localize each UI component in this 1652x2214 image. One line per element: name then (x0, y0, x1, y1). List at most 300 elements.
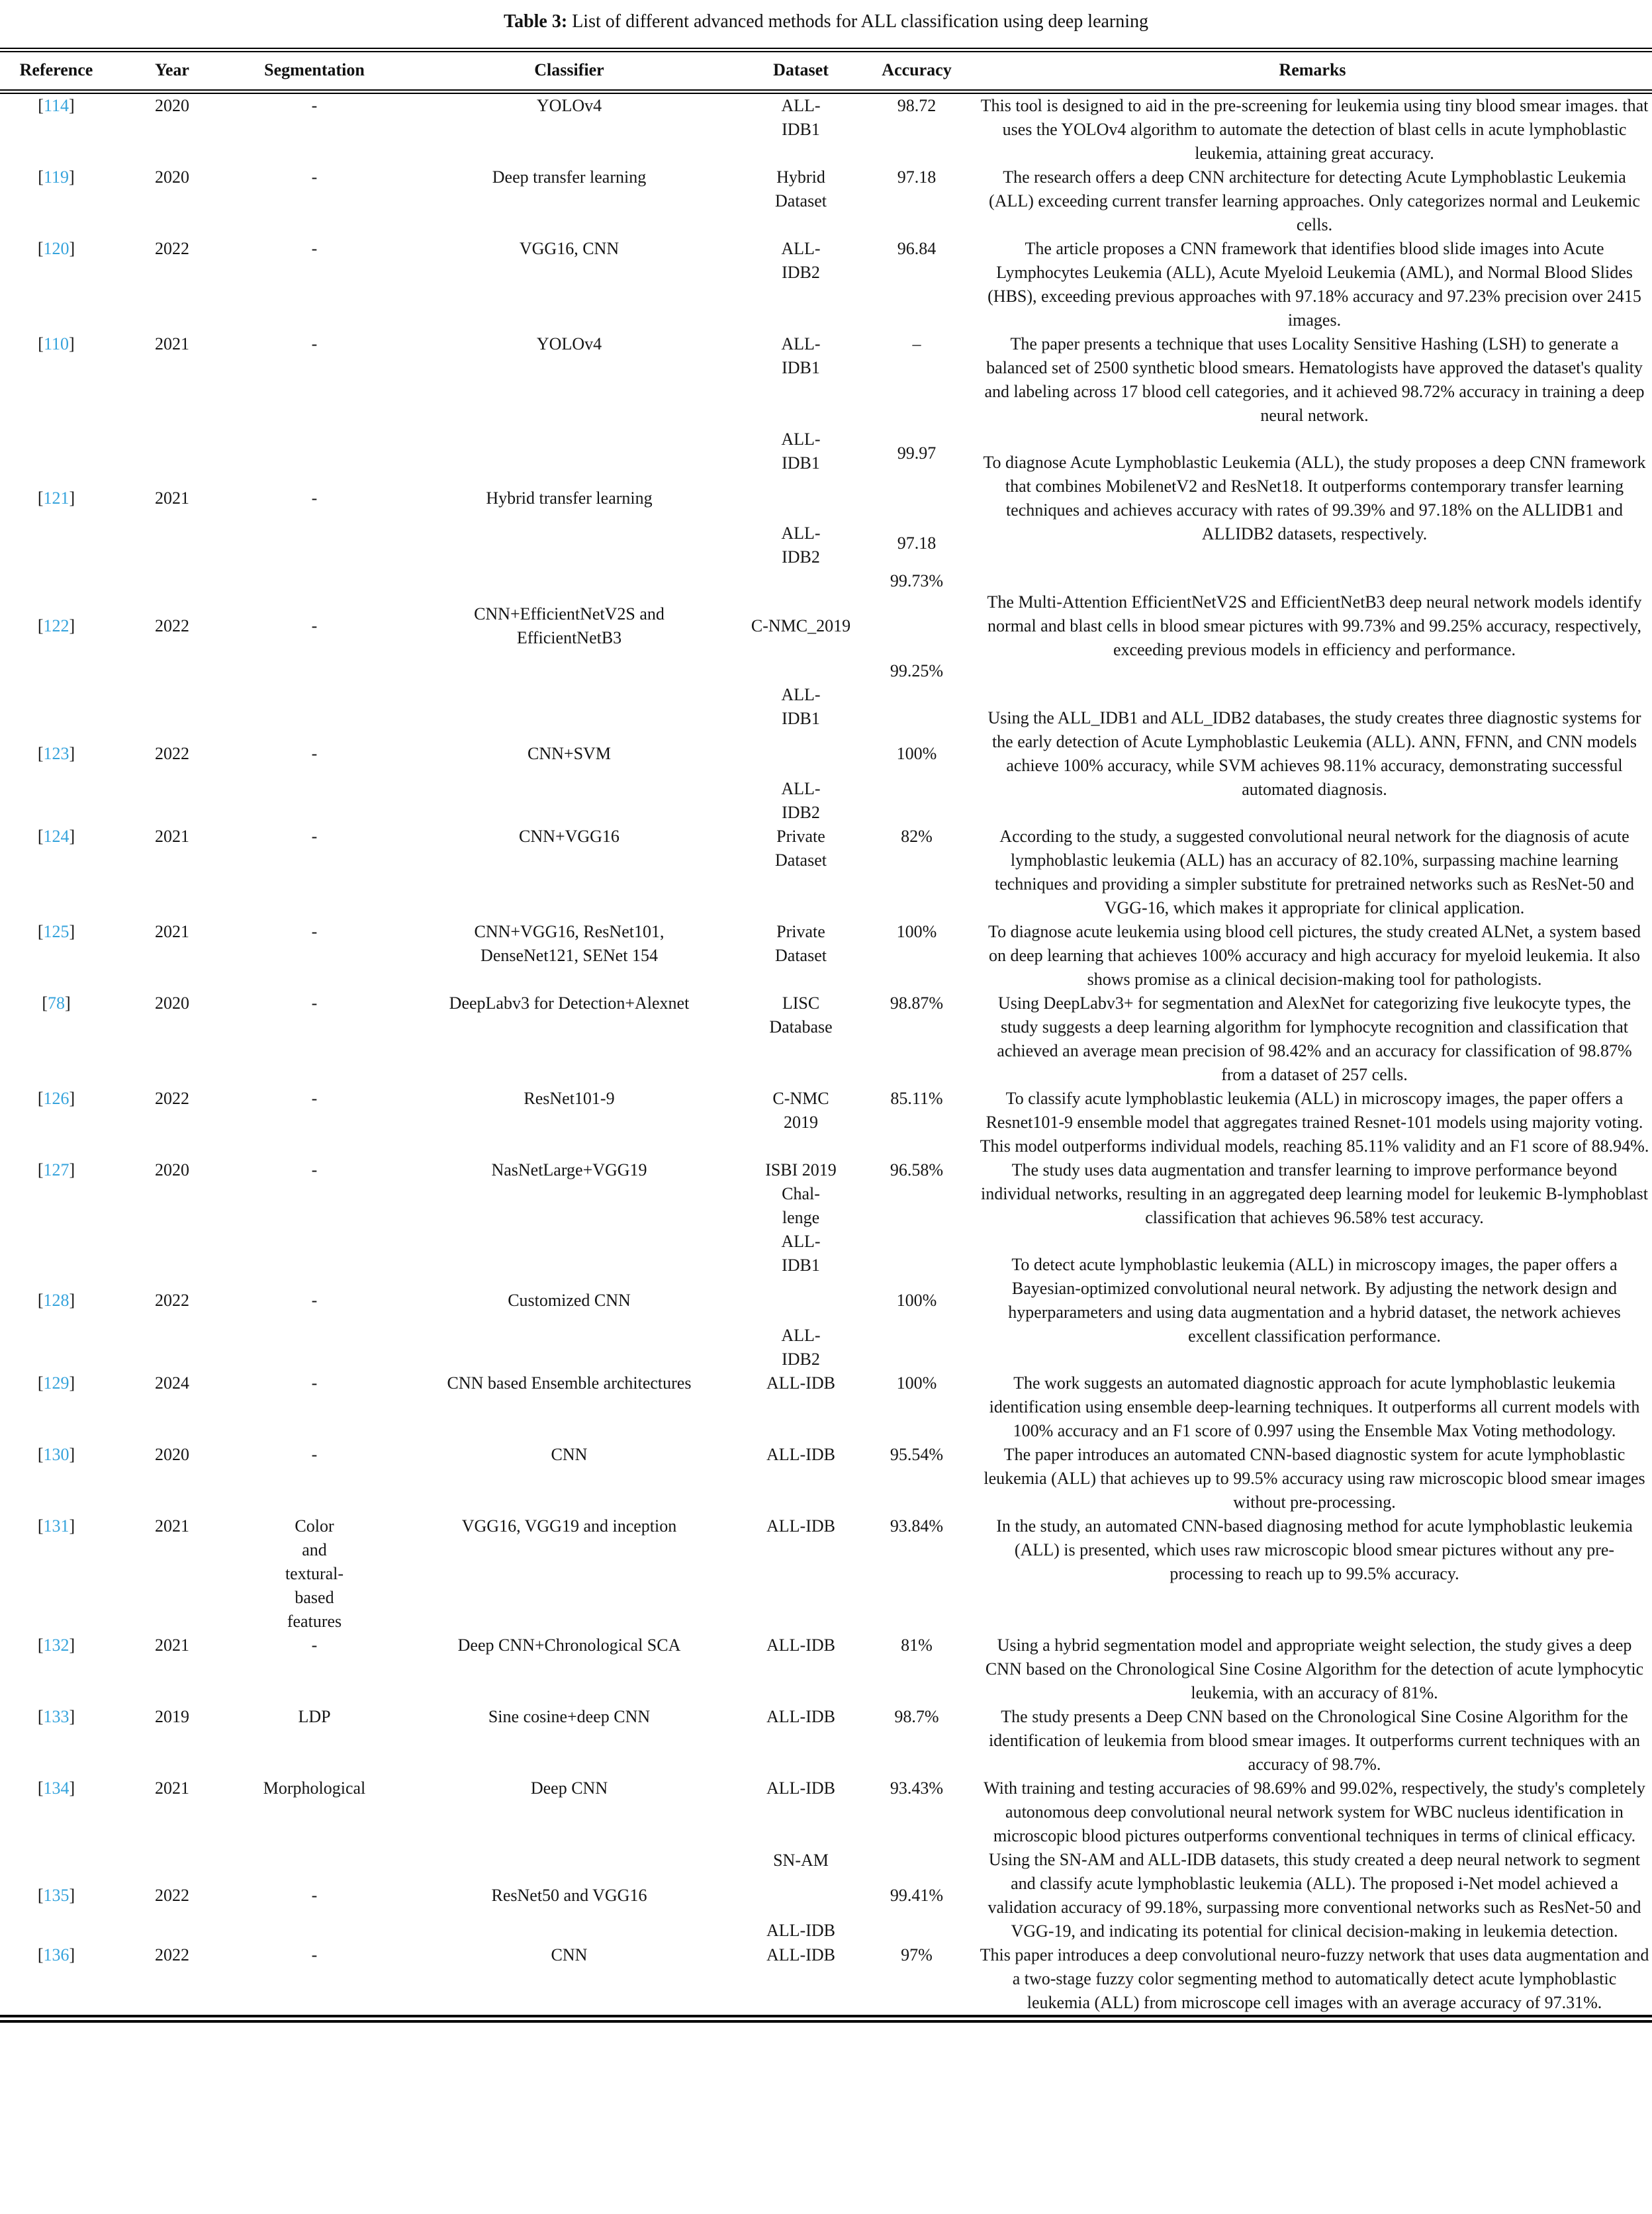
remarks-cell (973, 1943, 1652, 2019)
segmentation-cell (232, 165, 397, 237)
year-cell (113, 1443, 232, 1514)
accuracy-value: 97.18 (897, 167, 937, 187)
reference-bracket-open: [ (37, 1445, 44, 1464)
dataset-value (741, 1443, 860, 1467)
year-cell (113, 428, 232, 569)
reference-cell (0, 992, 113, 1087)
table-row (0, 825, 1652, 920)
segmentation-cell (232, 92, 397, 166)
dataset-value (741, 1371, 860, 1395)
reference-bracket-close: ] (69, 1445, 75, 1464)
year-value: 2022 (155, 1945, 189, 1964)
reference-bracket-close: ] (69, 827, 75, 846)
year-value: 2024 (155, 1373, 189, 1393)
remarks-text: The research offers a deep CNN architecture for detecting Acute Lymphoblastic Leukemia (ALL) exceeding current transfer learning approaches. Only categorizes normal and Leukemic cells. (989, 167, 1640, 234)
dataset-value (741, 1943, 860, 1967)
dataset-line: SN-AM (773, 1851, 829, 1870)
reference-bracket-close: ] (69, 1373, 75, 1393)
table-row (0, 569, 1652, 683)
column-header-segmentation: Segmentation (232, 50, 397, 92)
dataset-line: IDB1 (782, 358, 820, 377)
reference-link[interactable]: 124 (43, 827, 69, 846)
classifier-value: CNN+VGG16 (519, 827, 620, 846)
accuracy-cell (860, 920, 973, 992)
reference-bracket-close: ] (69, 167, 75, 187)
classifier-cell (397, 825, 741, 920)
dataset-cell (741, 569, 860, 683)
classifier-cell (397, 992, 741, 1087)
table-row (0, 165, 1652, 237)
classifier-value: Sine cosine+deep CNN (488, 1707, 651, 1726)
segmentation-value: - (311, 616, 318, 635)
reference-cell (0, 165, 113, 237)
accuracy-cell (860, 165, 973, 237)
accuracy-value: 96.58% (890, 1160, 944, 1179)
segmentation-value: - (311, 993, 318, 1013)
remarks-text: This tool is designed to aid in the pre-screening for leukemia using tiny blood smear images. that uses the YOLOv4 algorithm to automate the detection of blast cells in acute lymphoblastic leukemia, attaining great accuracy. (980, 96, 1649, 163)
column-header-accuracy: Accuracy (860, 50, 973, 92)
accuracy-cell (860, 825, 973, 920)
classifier-cell (397, 569, 741, 683)
reference-bracket-close: ] (69, 239, 75, 258)
column-header-dataset: Dataset (741, 50, 860, 92)
dataset-line: IDB1 (782, 709, 820, 728)
reference-bracket-close: ] (69, 334, 75, 353)
year-cell (113, 165, 232, 237)
dataset-cell (741, 165, 860, 237)
remarks-text: According to the study, a suggested convolutional neural network for the diagnosis of acute lymphoblastic leukemia (ALL) has an accuracy of 82.10%, surpassing machine learning techniques and providing a simpler substitute for pretrained networks such as ResNet-50 and VGG-16, which makes it appropriate for clinical application. (994, 827, 1635, 917)
classifier-cell (397, 1371, 741, 1443)
reference-bracket-open: [ (37, 1291, 44, 1310)
dataset-cell (741, 1634, 860, 1705)
dataset-cell (741, 992, 860, 1087)
reference-link[interactable]: 128 (43, 1291, 69, 1310)
accuracy-value: 100% (896, 1373, 937, 1393)
segmentation-value: LDP (298, 1707, 331, 1726)
dataset-cell (741, 1705, 860, 1776)
classifier-value: CNN+EfficientNetV2S and (474, 604, 665, 623)
table-row (0, 237, 1652, 332)
accuracy-cell (860, 1943, 973, 2019)
reference-link[interactable]: 114 (43, 96, 69, 115)
classifier-cell (397, 165, 741, 237)
reference-link[interactable]: 110 (43, 334, 69, 353)
dataset-line: ALL-IDB (766, 1921, 835, 1940)
remarks-cell (973, 1087, 1652, 1158)
reference-cell (0, 683, 113, 825)
classifier-value: CNN based Ensemble architectures (447, 1373, 692, 1393)
dataset-line: ALL- (781, 239, 821, 258)
year-cell (113, 1158, 232, 1230)
dataset-line: ALL- (781, 524, 821, 543)
dataset-line: Hybrid (776, 167, 825, 187)
accuracy-value: 96.84 (897, 239, 937, 258)
remarks-text: The article proposes a CNN framework that identifies blood slide images into Acute Lymphocytes Leukemia (ALL), Acute Myeloid Leukemia (AML), and Normal Blood Slides (HBS), exceeding previous approaches with 97.18% accuracy and 97.23% precision over 2415 images. (987, 239, 1641, 330)
remarks-cell (973, 1634, 1652, 1705)
accuracy-value: 100% (896, 922, 937, 941)
dataset-value (741, 1919, 860, 1943)
reference-cell (0, 1848, 113, 1943)
remarks-cell (973, 1848, 1652, 1943)
dataset-value (741, 1230, 860, 1277)
reference-link[interactable]: 134 (43, 1778, 69, 1798)
accuracy-value: 100% (896, 744, 937, 763)
segmentation-value: - (311, 1445, 318, 1464)
remarks-text: To diagnose acute leukemia using blood cell pictures, the study created ALNet, a system based on deep learning that achieves 100% accuracy and high accuracy for myeloid leukemia. It also shows promise as a clinical decision-making tool for pathologists. (988, 922, 1641, 989)
classifier-value: EfficientNetB3 (516, 628, 622, 647)
reference-link[interactable]: 135 (43, 1886, 69, 1905)
remarks-text: The work suggests an automated diagnostic approach for acute lymphoblastic leukemia identification using ensemble deep-learning techniques. It outperforms all current models with 100% accuracy and an F1 score of 0.997 using the Ensemble Max Voting methodology. (989, 1373, 1640, 1440)
table-row (0, 428, 1652, 569)
year-cell (113, 683, 232, 825)
dataset-cell (741, 683, 860, 825)
dataset-cell (741, 1230, 860, 1371)
dataset-value (741, 1776, 860, 1800)
year-cell (113, 1776, 232, 1848)
dataset-line: ISBI 2019 (765, 1160, 837, 1179)
dataset-value (741, 1705, 860, 1729)
table-row (0, 683, 1652, 825)
reference-link[interactable]: 132 (43, 1636, 69, 1655)
year-value: 2021 (155, 1636, 189, 1655)
reference-bracket-close: ] (69, 1089, 75, 1108)
segmentation-value: based (295, 1588, 334, 1607)
dataset-line: ALL-IDB (766, 1778, 835, 1798)
reference-cell (0, 1514, 113, 1634)
classifier-value: Deep transfer learning (492, 167, 647, 187)
classifier-value: YOLOv4 (536, 96, 602, 115)
classifier-value: NasNetLarge+VGG19 (491, 1160, 647, 1179)
dataset-value (741, 1514, 860, 1538)
classifier-value: VGG16, VGG19 and inception (461, 1516, 677, 1536)
accuracy-cell (860, 1634, 973, 1705)
reference-link[interactable]: 129 (43, 1373, 69, 1393)
segmentation-value: - (311, 1945, 318, 1964)
table-row (0, 1371, 1652, 1443)
remarks-text: To detect acute lymphoblastic leukemia (ALL) in microscopy images, the paper offers a Bayesian-optimized convolutional neural network. By adjusting the network design and hyperparameters and using data augmentation and a hybrid dataset, the network achieves excellent classification performance. (1008, 1255, 1621, 1346)
segmentation-value: - (311, 488, 318, 508)
segmentation-value: - (311, 744, 318, 763)
dataset-line: ALL- (781, 96, 821, 115)
classifier-cell (397, 428, 741, 569)
dataset-value (741, 332, 860, 380)
reference-bracket-close: ] (69, 1945, 75, 1964)
dataset-cell (741, 237, 860, 332)
segmentation-value: features (287, 1612, 342, 1631)
year-cell (113, 1634, 232, 1705)
classifier-cell (397, 1634, 741, 1705)
accuracy-value: 81% (901, 1636, 933, 1655)
accuracy-cell (860, 332, 973, 428)
segmentation-cell (232, 683, 397, 825)
remarks-cell (973, 920, 1652, 992)
table-caption-text: List of different advanced methods for ALL classification using deep learning (567, 11, 1149, 32)
dataset-line: ALL-IDB (766, 1445, 835, 1464)
remarks-text: In the study, an automated CNN-based diagnosing method for acute lymphoblastic leukemia (ALL) is presented, which uses raw microscopic blood smear pictures without any pre-processing to reach up to 99.5% accuracy. (996, 1516, 1633, 1583)
segmentation-cell (232, 237, 397, 332)
accuracy-value: 97.18 (897, 533, 937, 553)
remarks-text: Using DeepLabv3+ for segmentation and AlexNet for categorizing five leukocyte types, the study suggests a deep learning algorithm for lymphocyte recognition and classification that achieved an average mean precision of 98.42% and an accuracy for classification of 98.87% from a dataset of 257 cells. (997, 993, 1632, 1084)
segmentation-value: Morphological (263, 1778, 366, 1798)
year-cell (113, 1848, 232, 1943)
segmentation-cell (232, 1705, 397, 1776)
segmentation-cell (232, 1776, 397, 1848)
reference-bracket-close: ] (69, 744, 75, 763)
dataset-line: ALL- (781, 685, 821, 704)
classifier-cell (397, 1943, 741, 2019)
segmentation-cell (232, 1158, 397, 1230)
accuracy-value: 100% (896, 1291, 937, 1310)
year-value: 2021 (155, 1516, 189, 1536)
reference-bracket-close: ] (69, 1636, 75, 1655)
classifier-value: Deep CNN+Chronological SCA (457, 1636, 681, 1655)
dataset-value (741, 825, 860, 872)
classifier-value: YOLOv4 (536, 334, 602, 353)
methods-table (0, 48, 1652, 2023)
remarks-text: Using a hybrid segmentation model and appropriate weight selection, the study gives a deep CNN based on the Chronological Sine Cosine Algorithm for the detection of acute lymphocytic leukemia, with an accuracy of 81%. (985, 1636, 1644, 1702)
dataset-value (741, 1849, 860, 1872)
dataset-cell (741, 332, 860, 428)
segmentation-cell (232, 1943, 397, 2019)
reference-bracket-open: [ (37, 1373, 44, 1393)
dataset-value (741, 614, 860, 638)
reference-link[interactable]: 126 (43, 1089, 69, 1108)
reference-bracket-close: ] (69, 96, 75, 115)
reference-bracket-open: [ (37, 616, 44, 635)
dataset-line: ALL-IDB (766, 1707, 835, 1726)
dataset-line: lenge (782, 1208, 820, 1227)
classifier-value: DeepLabv3 for Detection+Alexnet (449, 993, 690, 1013)
remarks-text: The paper presents a technique that uses Locality Sensitive Hashing (LSH) to generate a balanced set of 2500 synthetic blood smears. Hematologists have approved the dataset's quality and labeling across 17 blood cell categories, and it achieved 98.72% accuracy in training a deep neural network. (984, 334, 1645, 425)
year-cell (113, 1230, 232, 1371)
accuracy-cell (860, 1230, 973, 1371)
segmentation-value: - (311, 1291, 318, 1310)
remarks-cell (973, 992, 1652, 1087)
reference-link[interactable]: 131 (43, 1516, 69, 1536)
year-cell (113, 1705, 232, 1776)
accuracy-cell (860, 92, 973, 166)
reference-cell (0, 1776, 113, 1848)
dataset-value (741, 1087, 860, 1134)
dataset-value (741, 920, 860, 968)
segmentation-cell (232, 1230, 397, 1371)
reference-cell (0, 1705, 113, 1776)
reference-bracket-open: [ (37, 1886, 44, 1905)
reference-link[interactable]: 119 (43, 167, 69, 187)
year-cell (113, 1943, 232, 2019)
column-header-reference: Reference (0, 50, 113, 92)
dataset-line: ALL-IDB (766, 1945, 835, 1964)
reference-bracket-open: [ (38, 96, 44, 115)
accuracy-cell (860, 237, 973, 332)
dataset-value (741, 428, 860, 475)
remarks-cell (973, 428, 1652, 569)
dataset-line: Dataset (775, 946, 827, 965)
segmentation-value: - (311, 1886, 318, 1905)
reference-cell (0, 1087, 113, 1158)
table-header (0, 50, 1652, 92)
classifier-value: Deep CNN (530, 1778, 608, 1798)
reference-link[interactable]: 133 (43, 1707, 69, 1726)
remarks-cell (973, 237, 1652, 332)
dataset-line: ALL-IDB (766, 1636, 835, 1655)
classifier-value: CNN+VGG16, ResNet101, (474, 922, 665, 941)
dataset-cell (741, 1158, 860, 1230)
reference-bracket-open: [ (37, 827, 44, 846)
reference-cell (0, 569, 113, 683)
remarks-cell (973, 1705, 1652, 1776)
reference-cell (0, 428, 113, 569)
accuracy-value: 98.72 (897, 96, 937, 115)
dataset-value (741, 1158, 860, 1230)
remarks-text: Using the ALL_IDB1 and ALL_IDB2 databases, the study creates three diagnostic systems for the early detection of Acute Lymphoblastic Leukemia (ALL). ANN, FFNN, and CNN models achieve 100% accuracy, while SVM achieves 98.11% accuracy, demonstrating successful automated diagnosis. (987, 708, 1641, 799)
classifier-value: CNN (551, 1945, 588, 1964)
dataset-line: ALL-IDB (766, 1516, 835, 1536)
dataset-cell (741, 1514, 860, 1634)
dataset-cell (741, 1087, 860, 1158)
dataset-line: Dataset (775, 851, 827, 870)
reference-bracket-open: [ (37, 1778, 44, 1798)
reference-bracket-close: ] (69, 1516, 75, 1536)
dataset-value (741, 777, 860, 825)
dataset-cell (741, 1943, 860, 2019)
reference-bracket-open: [ (37, 488, 44, 508)
table-row (0, 1087, 1652, 1158)
reference-link[interactable]: 122 (43, 616, 69, 635)
accuracy-cell (860, 428, 973, 569)
reference-bracket-open: [ (38, 334, 44, 353)
year-value: 2019 (155, 1707, 189, 1726)
reference-cell (0, 1634, 113, 1705)
remarks-cell (973, 165, 1652, 237)
accuracy-value: 93.43% (890, 1778, 944, 1798)
dataset-value (741, 992, 860, 1039)
remarks-cell (973, 683, 1652, 825)
year-value: 2020 (155, 1445, 189, 1464)
classifier-cell (397, 92, 741, 166)
table-row (0, 1848, 1652, 1943)
segmentation-value: - (311, 96, 318, 115)
remarks-cell (973, 1514, 1652, 1634)
reference-bracket-close: ] (69, 1291, 75, 1310)
reference-bracket-open: [ (37, 1945, 44, 1964)
segmentation-value: - (311, 1636, 318, 1655)
dataset-value (741, 1324, 860, 1371)
reference-link[interactable]: 120 (43, 239, 69, 258)
year-cell (113, 920, 232, 992)
accuracy-value: 99.97 (897, 443, 937, 463)
table-row (0, 1705, 1652, 1776)
dataset-value (741, 1634, 860, 1657)
reference-link[interactable]: 127 (43, 1160, 69, 1179)
year-value: 2022 (155, 744, 189, 763)
accuracy-value: 99.25% (890, 661, 944, 680)
dataset-line: ALL- (781, 1326, 821, 1345)
table-caption (0, 11, 1652, 33)
reference-cell (0, 825, 113, 920)
dataset-value (741, 237, 860, 285)
reference-cell (0, 1943, 113, 2019)
year-cell (113, 92, 232, 166)
accuracy-cell (860, 1776, 973, 1848)
reference-link[interactable]: 136 (43, 1945, 69, 1964)
dataset-line: Chal- (782, 1184, 820, 1203)
reference-bracket-open: [ (37, 1707, 44, 1726)
dataset-value (741, 94, 860, 142)
segmentation-value: - (311, 239, 318, 258)
dataset-line: Private (776, 827, 825, 846)
reference-link[interactable]: 130 (43, 1445, 69, 1464)
dataset-line: IDB1 (782, 1256, 820, 1275)
segmentation-cell (232, 920, 397, 992)
dataset-cell (741, 920, 860, 992)
remarks-cell (973, 92, 1652, 166)
dataset-cell (741, 1848, 860, 1943)
classifier-value: Hybrid transfer learning (486, 488, 653, 508)
classifier-value: CNN+SVM (528, 744, 611, 763)
segmentation-value: Color (295, 1516, 334, 1536)
table-caption-label: Table 3: (503, 11, 568, 32)
classifier-cell (397, 683, 741, 825)
reference-bracket-open: [ (37, 1636, 44, 1655)
year-value: 2022 (155, 1291, 189, 1310)
year-value: 2022 (155, 239, 189, 258)
segmentation-value: and (302, 1540, 327, 1559)
classifier-value: DenseNet121, SENet 154 (481, 946, 658, 965)
dataset-line: ALL- (781, 430, 821, 449)
accuracy-value: 97% (901, 1945, 933, 1964)
year-value: 2020 (155, 1160, 189, 1179)
dataset-line: Private (776, 922, 825, 941)
dataset-value (741, 522, 860, 569)
accuracy-value: 99.41% (890, 1886, 944, 1905)
table-row (0, 1943, 1652, 2019)
segmentation-cell (232, 428, 397, 569)
table-row (0, 992, 1652, 1087)
classifier-cell (397, 1705, 741, 1776)
reference-link[interactable]: 125 (43, 922, 69, 941)
reference-bracket-open: [ (37, 922, 44, 941)
remarks-cell (973, 1443, 1652, 1514)
classifier-value: ResNet50 and VGG16 (491, 1886, 647, 1905)
reference-link[interactable]: 121 (43, 488, 69, 508)
dataset-cell (741, 1443, 860, 1514)
classifier-cell (397, 1230, 741, 1371)
segmentation-cell (232, 992, 397, 1087)
reference-link[interactable]: 123 (43, 744, 69, 763)
table-body (0, 92, 1652, 2019)
accuracy-cell (860, 683, 973, 825)
accuracy-value: 82% (901, 827, 933, 846)
dataset-line: IDB2 (782, 803, 820, 822)
table-row (0, 332, 1652, 428)
remarks-cell (973, 1371, 1652, 1443)
segmentation-cell (232, 825, 397, 920)
dataset-line: IDB2 (782, 263, 820, 282)
reference-cell (0, 1371, 113, 1443)
year-value: 2021 (155, 334, 189, 353)
dataset-line: 2019 (784, 1113, 818, 1132)
classifier-cell (397, 1158, 741, 1230)
year-value: 2021 (155, 1778, 189, 1798)
segmentation-cell (232, 1371, 397, 1443)
segmentation-value: - (311, 1373, 318, 1393)
remarks-text: The study uses data augmentation and transfer learning to improve performance beyond individual networks, resulting in an aggregated deep learning model for leukemic B-lymphoblast classification that achieves 96.58% test accuracy. (981, 1160, 1648, 1227)
segmentation-value: - (311, 1089, 318, 1108)
reference-link[interactable]: 78 (48, 993, 65, 1013)
reference-bracket-close: ] (69, 616, 75, 635)
accuracy-value: 98.87% (890, 993, 944, 1013)
